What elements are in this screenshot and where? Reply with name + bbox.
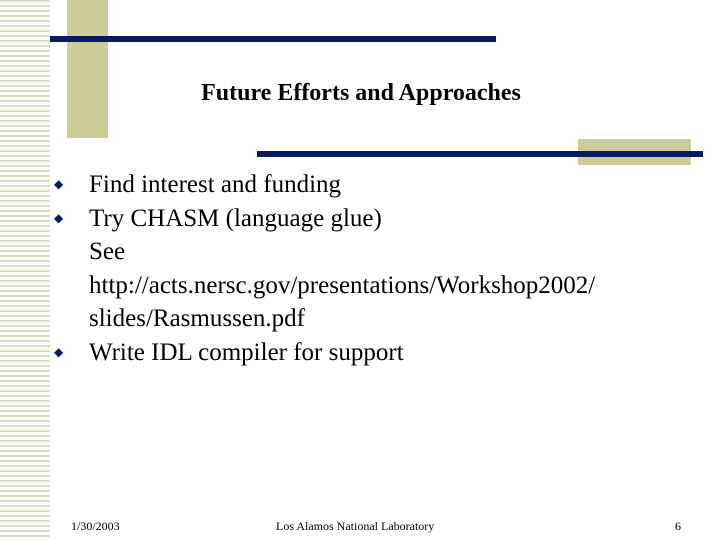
footer-date: 1/30/2003: [71, 519, 120, 533]
bullet-list: [54, 168, 694, 369]
navy-rule-top-decoration: [50, 36, 496, 42]
bullet-url-text: slides/Rasmussen.pdf: [89, 305, 305, 332]
bullet-text: Try CHASM (language glue): [89, 204, 382, 232]
bullet-item: [54, 336, 694, 370]
bullet-text: Write IDL compiler for support: [89, 338, 404, 366]
beige-block-top-decoration: [67, 0, 108, 138]
navy-rule-middle-decoration: [257, 151, 703, 157]
bullet-url-text: http://acts.nersc.gov/presentations/Workshop2002/: [89, 271, 596, 299]
diamond-bullet-icon: ◆: [54, 210, 64, 225]
bullet-text-continuation: See: [89, 238, 126, 265]
bullet-text: Find interest and funding: [89, 171, 342, 198]
diamond-bullet-icon: ◆: [54, 344, 64, 359]
footer-page-number: 6: [675, 519, 681, 533]
diamond-bullet-icon: ◆: [54, 177, 64, 191]
bullet-item: [54, 202, 694, 336]
slide-title: Future Efforts and Approaches: [201, 80, 521, 106]
bullet-item: [54, 168, 694, 202]
left-stripe-decoration: [0, 0, 50, 540]
footer-organization: Los Alamos National Laboratory: [276, 519, 435, 533]
